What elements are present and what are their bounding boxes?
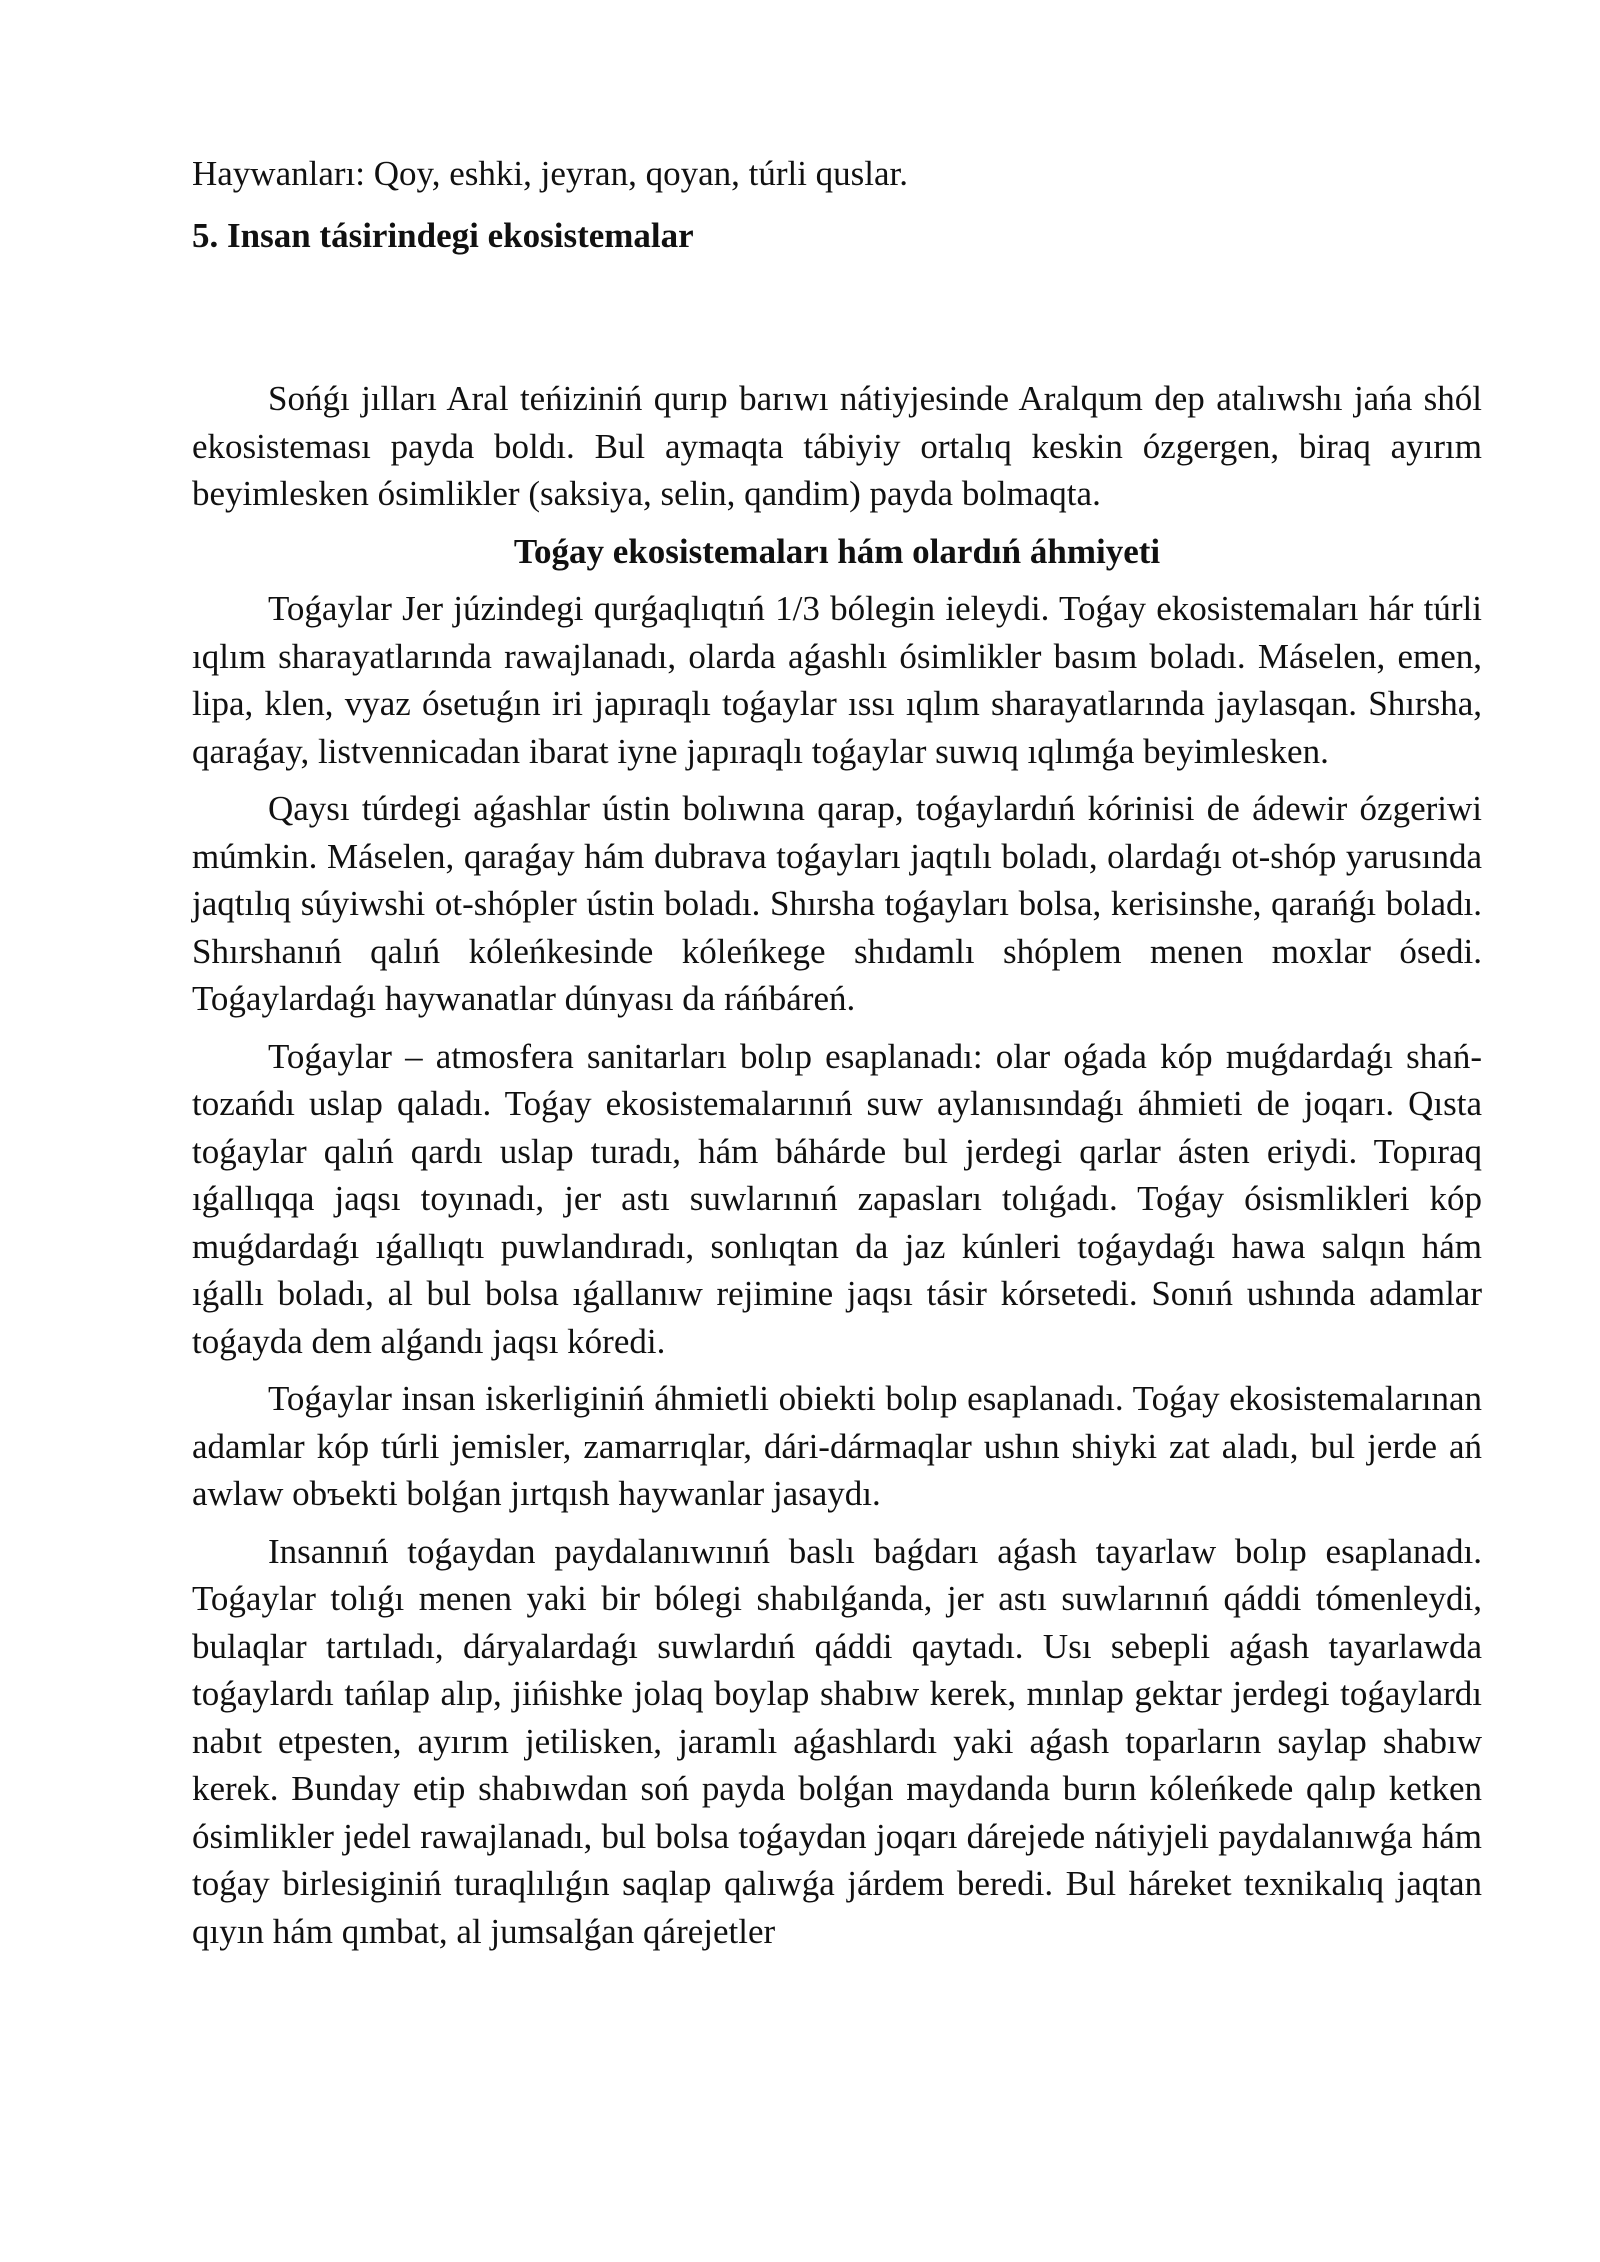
subheading-forest-ecosystems: Toǵay ekosistemaları hám olardıń áhmiyeti: [513, 531, 1161, 571]
intro-line: Haywanları: Qoy, eshki, jeyran, qoyan, túrli quslar.: [192, 154, 909, 193]
paragraph-timber-harvesting: Insannıń toǵaydan paydalanıwınıń baslı baǵdarı aǵash tayarlaw bolıp esaplanadı. Toǵaylar tolıǵı menen yaki bir bólegi shabılǵanda, jer astı suwlarınıń qáddi tómenleydi, bulaqlar tartıladı, dáryalardaǵı suwlardıń qáddi qaytadı. Usı sebepli aǵash tayarlawda toǵaylardı tańlap alıp, jińishke jolaq boylap shabıw kerek, mınlap gektar jerdegi toǵaylardı nabıt etpesten, ayırım jetilisken, jaramlı aǵashlardı yaki aǵash toparların saylap shabıw kerek. Bunday etip shabıwdan soń payda bolǵan maydanda burın kóleńkede qalıp ketken ósimlikler jedel rawajlanadı, bul bolsa toǵaydan joqarı dárejede nátiyjeli paydalanıwǵa hám toǵay birlesiginiń turaqlılıǵın saqlap qalıwǵa járdem beredi. Bul háreket texnikalıq jaqtan qıyın hám qımbat, al jumsalǵan qárejetler: [192, 1531, 1482, 1951]
section-heading: 5. Insan tásirindegi ekosistemalar: [192, 215, 694, 255]
document-page: [192, 150, 1482, 1955]
paragraph-forest-sanitary: Toǵaylar – atmosfera sanitarları bolıp esaplanadı: olar oǵada kóp muǵdardaǵı shań-tozańdı uslap qaladı. Toǵay ekosistemalarınıń suw aylanısındaǵı áhmieti de joqarı. Qısta toǵaylar qalıń qardı uslap turadı, hám báhárde bul jerdegi qarlar ásten eriydi. Topıraq ıǵallıqqa jaqsı toyınadı, jer astı suwlarınıń zapasları tolıǵadı. Toǵay ósismlikleri kóp muǵdardaǵı ıǵallıqtı puwlandıradı, sonlıqtan da jaz kúnleri toǵaydaǵı hawa salqın hám ıǵallı boladı, al bul bolsa ıǵallanıw rejimine jaqsı tásir kórsetedi. Sonıń ushında adamlar toǵayda dem alǵandı jaqsı kóredi.: [192, 1036, 1482, 1361]
paragraph-forest-appearance: Qaysı túrdegi aǵashlar ústin bolıwına qarap, toǵaylardıń kórinisi de ádewir ózgeriwi múmkin. Máselen, qaraǵay hám dubrava toǵayları jaqtılı boladı, olardaǵı ot-shóp yarusında jaqtılıq súyiwshi ot-shópler ústin boladı. Shırsha toǵayları bolsa, kerisinshe, qarańǵı boladı. Shırshanıń qalıń kóleńkesinde kóleńkege shıdamlı shóplem menen moxlar ósedi. Toǵaylardaǵı haywanatlar dúnyası da ráńbáreń.: [192, 789, 1482, 1018]
paragraph-forest-distribution: Toǵaylar Jer júzindegi qurǵaqlıqtıń 1/3 bólegin ieleydi. Toǵay ekosistemaları hár túrli ıqlım sharayatlarında rawajlanadı, olarda aǵashlı ósimlikler basım boladı. Máselen, emen, lipa, klen, vyaz ósetuǵın iri japıraqlı toǵaylar ıssı ıqlım sharayatlarında jaylasqan. Shırsha, qaraǵay, listvennicadan ibarat iyne japıraqlı toǵaylar suwıq ıqlımǵa beyimlesken.: [192, 589, 1482, 771]
paragraph-forest-economic: Toǵaylar insan iskerliginiń áhmietli obiekti bolıp esaplanadı. Toǵay ekosistemalarınan adamlar kóp túrli jemisler, zamarrıqlar, dári-dármaqlar ushın shiyki zat aladı, bul jerde ań awlaw obъekti bolǵan jırtqısh haywanlar jasaydı.: [192, 1379, 1482, 1513]
paragraph-aralqum: Sońǵı jılları Aral teńiziniń qurıp barıwı nátiyjesinde Aralqum dep atalıwshı jańa shól ekosisteması payda boldı. Bul aymaqta tábiyiy ortalıq keskin ózgergen, biraq ayırım beyimlesken ósimlikler (saksiya, selin, qandim) payda bolmaqta.: [192, 379, 1482, 513]
